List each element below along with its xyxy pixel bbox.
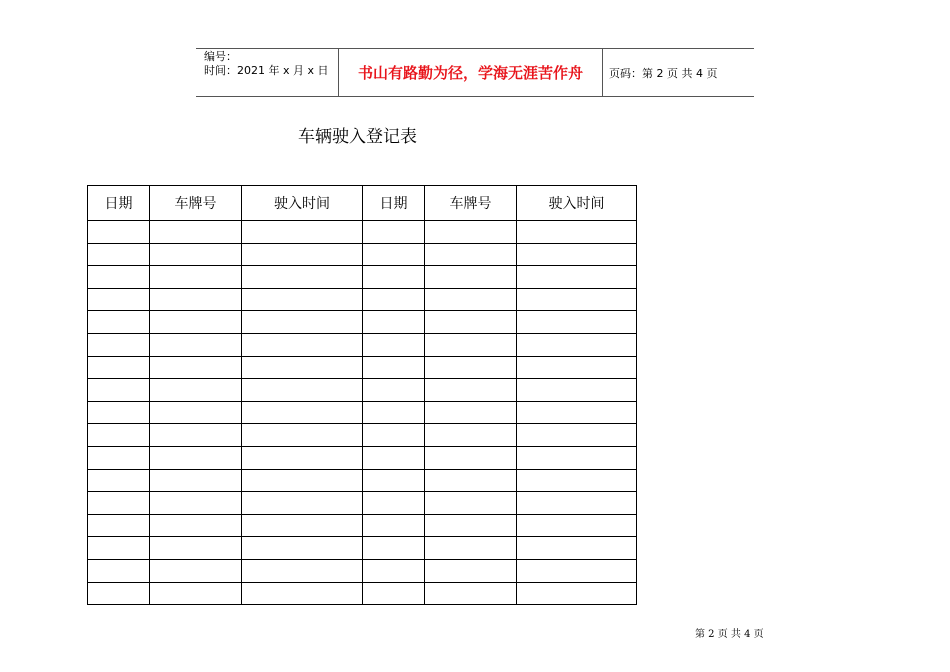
- table-cell: [363, 356, 425, 379]
- table-cell: [363, 401, 425, 424]
- table-cell: [88, 559, 150, 582]
- table-cell: [150, 492, 242, 515]
- table-cell: [242, 401, 363, 424]
- table-cell: [242, 311, 363, 334]
- table-cell: [150, 446, 242, 469]
- table-cell: [517, 582, 637, 605]
- table-cell: [242, 356, 363, 379]
- table-cell: [242, 221, 363, 244]
- table-cell: [517, 288, 637, 311]
- table-cell: [88, 333, 150, 356]
- table-cell: [242, 582, 363, 605]
- header-motto: 书山有路勤为径，学海无涯苦作舟: [357, 64, 583, 82]
- table-cell: [150, 424, 242, 447]
- table-cell: [363, 266, 425, 289]
- table-cell: [88, 379, 150, 402]
- table-cell: [150, 356, 242, 379]
- table-cell: [425, 582, 517, 605]
- table-cell: [242, 537, 363, 560]
- table-row: [88, 379, 637, 402]
- table-cell: [425, 221, 517, 244]
- table-cell: [242, 243, 363, 266]
- table-cell: [363, 446, 425, 469]
- table-cell: [150, 514, 242, 537]
- table-row: [88, 492, 637, 515]
- table-cell: [150, 243, 242, 266]
- table-cell: [517, 401, 637, 424]
- table-cell: [88, 288, 150, 311]
- table-cell: [242, 559, 363, 582]
- table-cell: [88, 537, 150, 560]
- header-meta: [204, 50, 329, 78]
- table-cell: [363, 311, 425, 334]
- table-row: [88, 537, 637, 560]
- table-cell: [517, 311, 637, 334]
- number-label: 编号：: [204, 50, 237, 63]
- table-cell: [242, 492, 363, 515]
- table-cell: [242, 333, 363, 356]
- table-cell: [517, 469, 637, 492]
- table-cell: [363, 537, 425, 560]
- table-body: [88, 221, 637, 605]
- table-cell: [242, 266, 363, 289]
- table-cell: [88, 514, 150, 537]
- table-cell: [150, 537, 242, 560]
- table-cell: [150, 582, 242, 605]
- table-cell: [363, 424, 425, 447]
- column-header-date: 日期: [88, 186, 150, 221]
- table-cell: [150, 559, 242, 582]
- column-header-plate: 车牌号: [150, 186, 242, 221]
- column-header-plate: 车牌号: [425, 186, 517, 221]
- table-cell: [363, 514, 425, 537]
- table-row: [88, 311, 637, 334]
- table-row: [88, 559, 637, 582]
- table-cell: [517, 379, 637, 402]
- table-cell: [242, 379, 363, 402]
- table-cell: [363, 582, 425, 605]
- table-cell: [425, 424, 517, 447]
- table-row: [88, 288, 637, 311]
- table-row: [88, 221, 637, 244]
- table-cell: [88, 492, 150, 515]
- table-cell: [363, 243, 425, 266]
- table-cell: [150, 401, 242, 424]
- table-cell: [363, 379, 425, 402]
- table-cell: [425, 401, 517, 424]
- table-cell: [425, 266, 517, 289]
- table-cell: [88, 446, 150, 469]
- table-cell: [425, 446, 517, 469]
- table-cell: [150, 266, 242, 289]
- table-row: [88, 356, 637, 379]
- table-cell: [150, 221, 242, 244]
- table-cell: [150, 333, 242, 356]
- page-footer: 第 2 页 共 4 页: [695, 629, 764, 640]
- table-cell: [517, 514, 637, 537]
- header-page-indicator: 页码：第 2 页 共 4 页: [609, 67, 718, 80]
- table-cell: [425, 514, 517, 537]
- table-cell: [88, 221, 150, 244]
- table-cell: [517, 492, 637, 515]
- table-cell: [517, 356, 637, 379]
- table-cell: [363, 333, 425, 356]
- table-row: [88, 401, 637, 424]
- table-cell: [425, 243, 517, 266]
- table-row: [88, 446, 637, 469]
- table-row: [88, 514, 637, 537]
- table-cell: [242, 514, 363, 537]
- table-cell: [150, 469, 242, 492]
- table-cell: [88, 266, 150, 289]
- table-cell: [242, 424, 363, 447]
- time-label: 时间：2021 年 x 月 x 日: [204, 64, 329, 77]
- column-header-entry-time: 驶入时间: [517, 186, 637, 221]
- table-cell: [425, 379, 517, 402]
- vehicle-entry-table: [87, 185, 637, 605]
- table-cell: [425, 356, 517, 379]
- table-cell: [88, 356, 150, 379]
- table-header-row: [88, 186, 637, 221]
- page-title: 车辆驶入登记表: [298, 127, 417, 147]
- column-header-entry-time: 驶入时间: [242, 186, 363, 221]
- table-cell: [88, 469, 150, 492]
- table-row: [88, 424, 637, 447]
- table-cell: [150, 311, 242, 334]
- table-row: [88, 266, 637, 289]
- table-cell: [363, 221, 425, 244]
- table-cell: [242, 446, 363, 469]
- table-cell: [242, 469, 363, 492]
- table-cell: [88, 401, 150, 424]
- table-cell: [242, 288, 363, 311]
- table-cell: [517, 333, 637, 356]
- table-row: [88, 243, 637, 266]
- table-cell: [517, 243, 637, 266]
- table-cell: [425, 288, 517, 311]
- table-row: [88, 582, 637, 605]
- table-cell: [425, 333, 517, 356]
- table-cell: [517, 266, 637, 289]
- table-cell: [425, 311, 517, 334]
- table-cell: [150, 379, 242, 402]
- table-cell: [363, 492, 425, 515]
- table-cell: [150, 288, 242, 311]
- table-cell: [363, 288, 425, 311]
- table-row: [88, 333, 637, 356]
- table-cell: [363, 469, 425, 492]
- table-cell: [517, 446, 637, 469]
- table-cell: [363, 559, 425, 582]
- table-cell: [88, 424, 150, 447]
- table-cell: [88, 582, 150, 605]
- table-cell: [425, 492, 517, 515]
- header-divider: [602, 48, 603, 97]
- table-cell: [425, 537, 517, 560]
- table-cell: [517, 221, 637, 244]
- column-header-date: 日期: [363, 186, 425, 221]
- table-cell: [88, 243, 150, 266]
- table-cell: [517, 559, 637, 582]
- table-cell: [425, 469, 517, 492]
- table-cell: [425, 559, 517, 582]
- table-row: [88, 469, 637, 492]
- table-cell: [517, 424, 637, 447]
- table-cell: [88, 311, 150, 334]
- table-cell: [517, 537, 637, 560]
